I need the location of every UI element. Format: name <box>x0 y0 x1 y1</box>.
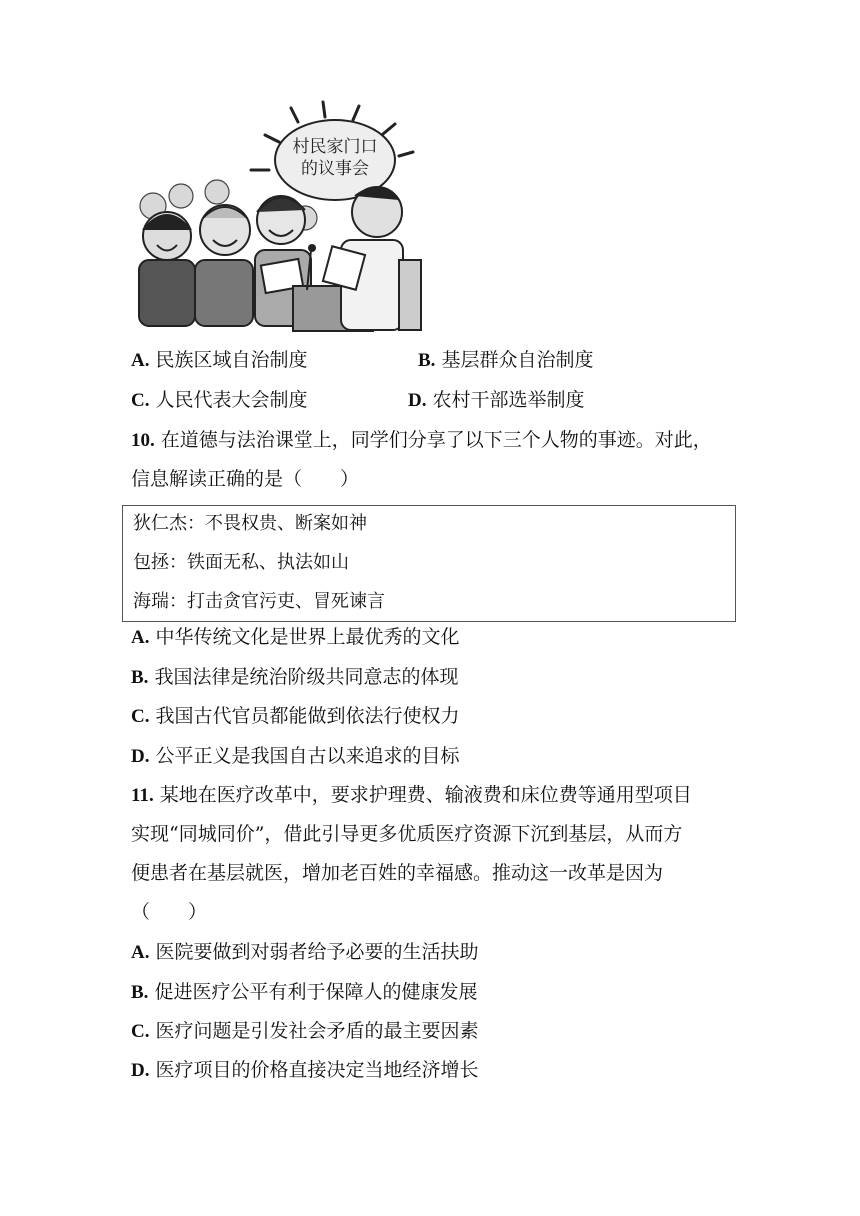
village-meeting-illustration <box>133 100 423 333</box>
q9-option-b[interactable] <box>418 348 594 373</box>
q10-option-d[interactable] <box>131 744 460 769</box>
option-text: 农村干部选举制度 <box>432 389 585 411</box>
option-text: 我国古代官员都能做到依法行使权力 <box>155 705 460 727</box>
q9-option-d[interactable] <box>408 388 585 413</box>
option-text: 人民代表大会制度 <box>155 389 308 411</box>
option-label: C. <box>131 390 150 411</box>
q11-option-d[interactable] <box>131 1058 479 1083</box>
question-stem: 在道德与法治课堂上，同学们分享了以下三个人物的事迹。对此， <box>160 429 712 451</box>
question-number: 10. <box>131 430 155 451</box>
q10-stem-line1 <box>131 428 712 453</box>
q9-option-a[interactable] <box>131 348 308 373</box>
q11-stem-line2: 实现“同城同价”，借此引导更多优质医疗资源下沉到基层，从而方 <box>131 823 683 845</box>
option-text: 中华传统文化是世界上最优秀的文化 <box>155 626 460 648</box>
option-label: A. <box>131 942 150 963</box>
option-label: D. <box>408 390 427 411</box>
q10-option-b[interactable] <box>131 665 459 690</box>
q11-stem-line3: 便患者在基层就医，增加老百姓的幸福感。推动这一改革是因为 <box>131 862 664 884</box>
option-text: 民族区域自治制度 <box>155 349 308 371</box>
q10-option-a[interactable] <box>131 625 460 650</box>
question-number: 11. <box>131 785 154 806</box>
q11-stem-line4: （ ） <box>131 901 208 923</box>
q11-option-c[interactable] <box>131 1019 479 1044</box>
option-label: B. <box>131 982 149 1003</box>
q10-info-box <box>122 505 736 622</box>
q10-option-c[interactable] <box>131 704 460 729</box>
option-label: C. <box>131 1021 150 1042</box>
option-text: 基层群众自治制度 <box>441 349 594 371</box>
option-text: 医院要做到对弱者给予必要的生活扶助 <box>155 941 479 963</box>
q10-stem-line2: 信息解读正确的是（ ） <box>131 468 360 490</box>
q11-option-b[interactable] <box>131 980 478 1005</box>
option-label: B. <box>418 350 436 371</box>
option-label: D. <box>131 746 150 767</box>
option-text: 公平正义是我国自古以来追求的目标 <box>155 745 460 767</box>
q9-option-c[interactable] <box>131 388 308 413</box>
option-label: A. <box>131 350 150 371</box>
question-stem: 某地在医疗改革中，要求护理费、输液费和床位费等通用型项目 <box>159 784 692 806</box>
q11-option-a[interactable] <box>131 940 479 965</box>
option-label: C. <box>131 706 150 727</box>
option-label: B. <box>131 667 149 688</box>
option-text: 促进医疗公平有利于保障人的健康发展 <box>154 981 478 1003</box>
info-row: 包拯：铁面无私、执法如山 <box>133 552 349 573</box>
q11-stem-line1 <box>131 783 692 808</box>
sign-text-line1: 村民家门口 <box>292 137 378 157</box>
info-row: 海瑞：打击贪官污吏、冒死谏言 <box>133 591 385 612</box>
option-label: D. <box>131 1060 150 1081</box>
sign-text-line2: 的议事会 <box>301 159 369 179</box>
info-row: 狄仁杰：不畏权贵、断案如神 <box>133 513 367 534</box>
option-text: 医疗问题是引发社会矛盾的最主要因素 <box>155 1020 479 1042</box>
option-text: 医疗项目的价格直接决定当地经济增长 <box>155 1059 479 1081</box>
option-label: A. <box>131 627 150 648</box>
option-text: 我国法律是统治阶级共同意志的体现 <box>154 666 459 688</box>
